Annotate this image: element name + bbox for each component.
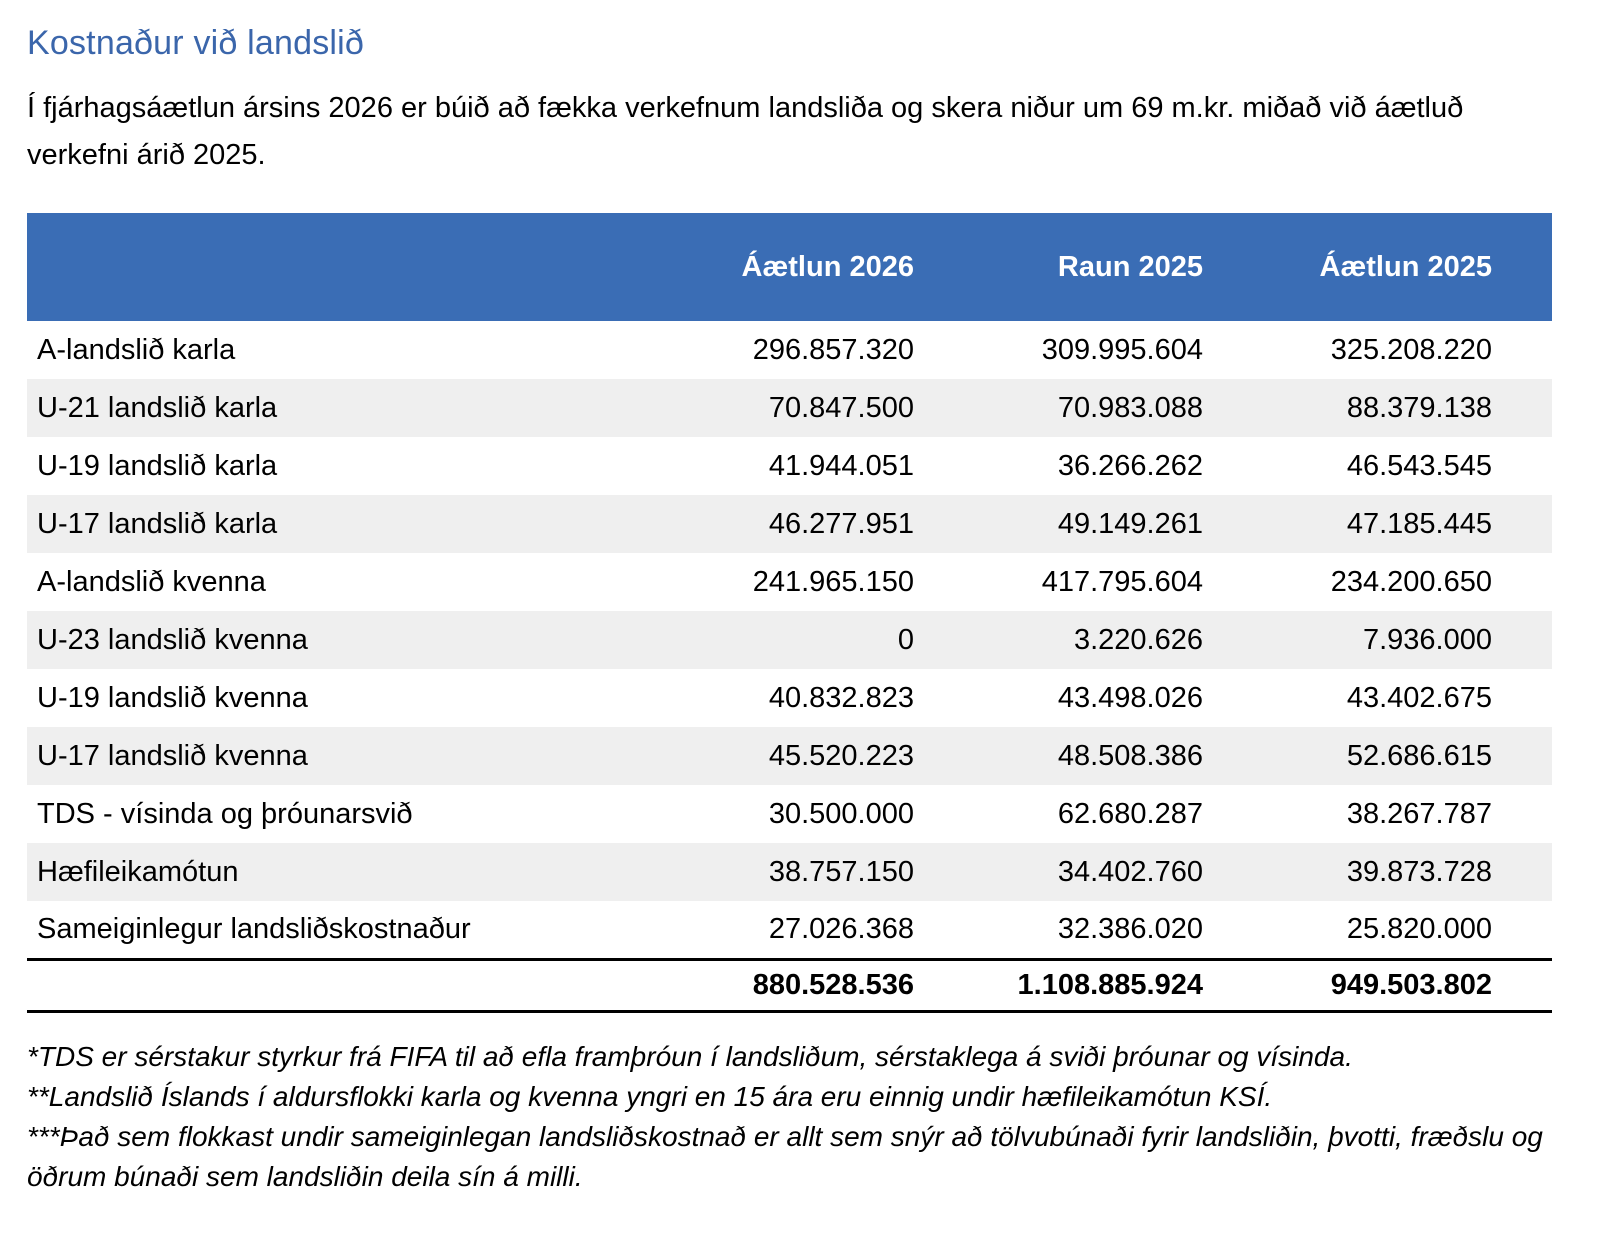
- header-col-raun-2025: Raun 2025: [974, 213, 1263, 321]
- cell-aaetlun-2026: 46.277.951: [685, 495, 974, 553]
- row-label: U-17 landslið karla: [27, 495, 685, 553]
- table-row: [27, 727, 1552, 785]
- table-row: [27, 901, 1552, 959]
- cell-aaetlun-2026: 30.500.000: [768, 797, 914, 830]
- cell-aaetlun-2026: 45.520.223: [685, 727, 974, 785]
- cell-aaetlun-2026: 41.944.051: [768, 449, 914, 482]
- row-label: Sameiginlegur landsliðskostnaður: [37, 912, 471, 945]
- row-label: U-19 landslið kvenna: [37, 681, 308, 714]
- cell-aaetlun-2026: 296.857.320: [752, 333, 914, 366]
- cost-table: [27, 213, 1552, 1013]
- cell-aaetlun-2026: 38.757.150: [685, 843, 974, 901]
- footnote: *TDS er sérstakur styrkur frá FIFA til að efla framþróun í landsliðum, sérstaklega á sviði þróunar og vísinda.: [27, 1040, 1353, 1072]
- cell-aaetlun-2025: 38.267.787: [1346, 797, 1492, 830]
- cell-aaetlun-2025: 325.208.220: [1330, 333, 1492, 366]
- cell-raun-2025: 417.795.604: [1041, 565, 1203, 598]
- row-label: TDS - vísinda og þróunarsvið: [37, 797, 413, 830]
- row-label: U-23 landslið kvenna: [27, 611, 685, 669]
- cell-raun-2025: 309.995.604: [1041, 333, 1203, 366]
- table-row: [27, 785, 1552, 843]
- table-row: [27, 379, 1552, 437]
- table-row: [27, 669, 1552, 727]
- cell-aaetlun-2025: 7.936.000: [1263, 611, 1552, 669]
- row-label: A-landslið kvenna: [37, 565, 266, 598]
- table-row: [27, 611, 1552, 669]
- cell-raun-2025: 62.680.287: [1057, 797, 1203, 830]
- table-row: [27, 553, 1552, 611]
- table-header-row: [27, 213, 1552, 321]
- cell-aaetlun-2025: 234.200.650: [1330, 565, 1492, 598]
- row-label: U-17 landslið kvenna: [27, 727, 685, 785]
- cell-aaetlun-2025: 47.185.445: [1263, 495, 1552, 553]
- cell-raun-2025: 43.498.026: [1057, 681, 1203, 714]
- row-label: U-19 landslið karla: [37, 449, 278, 482]
- table-row: [27, 495, 1552, 553]
- footnotes-section: [27, 1037, 1587, 1197]
- total-aaetlun-2025: 949.503.802: [1263, 959, 1552, 1011]
- row-label: Hæfileikamótun: [27, 843, 685, 901]
- table-body: [27, 321, 1552, 959]
- row-label: A-landslið karla: [37, 333, 236, 366]
- footnote: **Landslið Íslands í aldursflokki karla og kvenna yngri en 15 ára eru einnig undir hæfileikamótun KSÍ.: [27, 1080, 1273, 1112]
- cell-aaetlun-2025: 52.686.615: [1263, 727, 1552, 785]
- header-col-aaetlun-2026: Áætlun 2026: [685, 213, 974, 321]
- cell-raun-2025: 36.266.262: [1057, 449, 1203, 482]
- intro-paragraph: Í fjárhagsáætlun ársins 2026 er búið að fækka verkefnum landsliða og skera niður um 69 m.kr. miðað við áætluð verkefni árið 2025.: [27, 92, 1464, 171]
- total-row: [27, 959, 1552, 1011]
- cell-raun-2025: 48.508.386: [974, 727, 1263, 785]
- cell-aaetlun-2026: 40.832.823: [768, 681, 914, 714]
- cell-aaetlun-2026: 70.847.500: [685, 379, 974, 437]
- table-row: [27, 843, 1552, 901]
- cell-aaetlun-2025: 43.402.675: [1346, 681, 1492, 714]
- header-col-label: [27, 213, 685, 321]
- table-row: [27, 437, 1552, 495]
- total-aaetlun-2026: 880.528.536: [685, 959, 974, 1011]
- cell-raun-2025: 70.983.088: [974, 379, 1263, 437]
- cell-aaetlun-2025: 88.379.138: [1263, 379, 1552, 437]
- cell-aaetlun-2025: 46.543.545: [1346, 449, 1492, 482]
- row-label: U-21 landslið karla: [27, 379, 685, 437]
- total-label: [27, 959, 685, 1011]
- cell-aaetlun-2026: 0: [685, 611, 974, 669]
- total-raun-2025: 1.108.885.924: [974, 959, 1263, 1011]
- cell-aaetlun-2026: 241.965.150: [752, 565, 914, 598]
- cell-aaetlun-2025: 39.873.728: [1263, 843, 1552, 901]
- page-title: Kostnaður við landslið: [27, 24, 365, 62]
- header-col-aaetlun-2025: Áætlun 2025: [1263, 213, 1552, 321]
- cell-aaetlun-2026: 27.026.368: [768, 912, 914, 945]
- cell-aaetlun-2025: 25.820.000: [1346, 912, 1492, 945]
- cell-raun-2025: 32.386.020: [1057, 912, 1203, 945]
- table-row: [27, 321, 1552, 379]
- footnote: ***Það sem flokkast undir sameiginlegan landsliðskostnað er allt sem snýr að tölvubúnaði fyrir landsliðin, þvotti, fræðslu og öðrum búnaði sem landsliðin deila sín á milli.: [27, 1120, 1543, 1192]
- cell-raun-2025: 3.220.626: [974, 611, 1263, 669]
- cell-raun-2025: 49.149.261: [974, 495, 1263, 553]
- cell-raun-2025: 34.402.760: [974, 843, 1263, 901]
